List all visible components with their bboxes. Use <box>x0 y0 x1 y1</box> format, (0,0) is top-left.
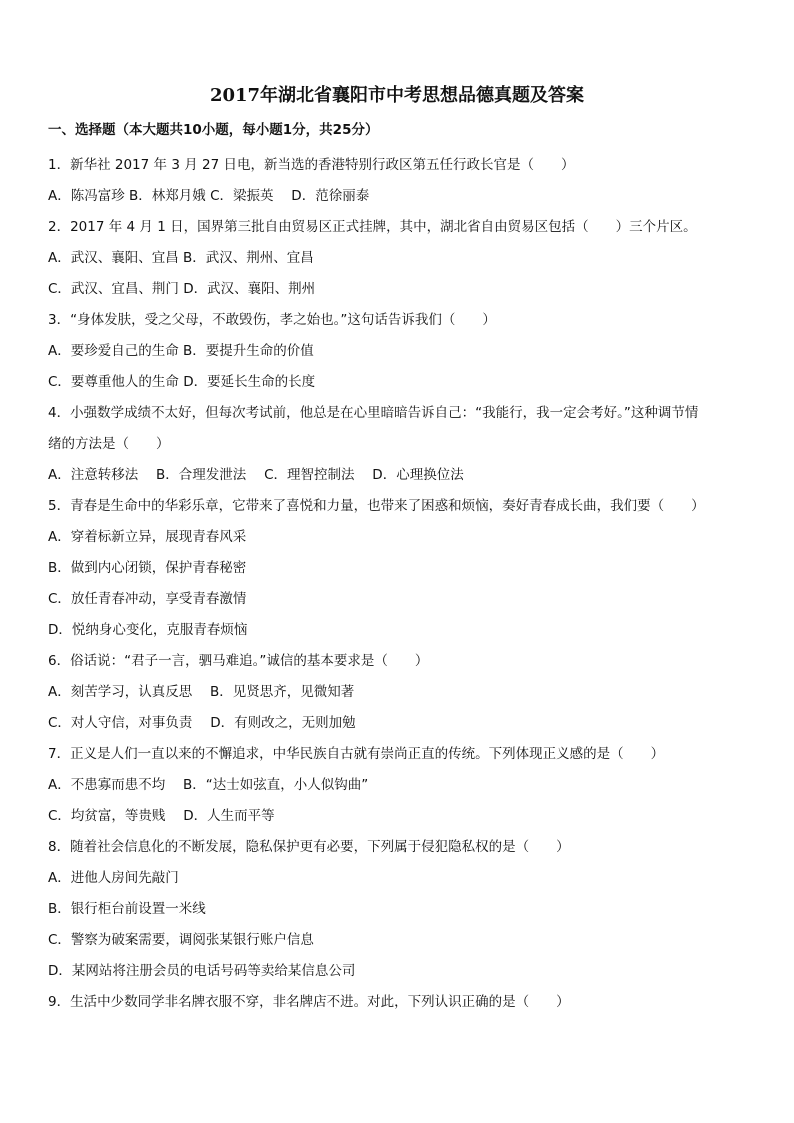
text-line: D．某网站将注册会员的电话号码等卖给某信息公司 <box>48 963 356 979</box>
text-line: A．进他人房间先敲门 <box>48 870 179 886</box>
text-line: 7．正义是人们一直以来的不懈追求，中华民族自古就有崇尚正直的传统。下列体现正义感的是（ ） <box>48 746 665 762</box>
document-title: 2017年湖北省襄阳市中考思想品德真题及答案 <box>209 85 585 106</box>
text-line: A．陈冯富珍 B．林郑月娥 C．梁振英 D．范徐丽泰 <box>48 188 370 204</box>
text-line: A．注意转移法 B．合理发泄法 C．理智控制法 D．心理换位法 <box>48 467 464 483</box>
text-line: A．不患寡而患不均 B．“达士如弦直，小人似钩曲” <box>48 777 369 793</box>
text-line: C．警察为破案需要，调阅张某银行账户信息 <box>48 932 314 948</box>
text-line: C．要尊重他人的生命 D．要延长生命的长度 <box>48 374 316 390</box>
text-line: C．对人守信，对事负责 D．有则改之，无则加勉 <box>48 715 356 731</box>
text-line: 1．新华社 2017 年 3 月 27 日电，新当选的香港特别行政区第五任行政长官是（ ） <box>48 157 575 173</box>
text-line: 9．生活中少数同学非名牌衣服不穿，非名牌店不进。对此，下列认识正确的是（ ） <box>48 994 570 1010</box>
text-line: 8．随着社会信息化的不断发展，隐私保护更有必要，下列属于侵犯隐私权的是（ ） <box>48 839 570 855</box>
text-line: A．要珍爱自己的生命 B．要提升生命的价值 <box>48 343 314 359</box>
text-line: B．做到内心闭锁，保护青春秘密 <box>48 560 247 576</box>
question-list <box>48 150 748 1018</box>
text-line: C．放任青春冲动，享受青春激情 <box>48 591 247 607</box>
text-line: 绪的方法是（ ） <box>48 436 170 452</box>
text-line: 6．俗话说：“君子一言，驷马难追。”诚信的基本要求是（ ） <box>48 653 429 669</box>
text-line: A．刻苦学习，认真反思 B．见贤思齐，见微知著 <box>48 684 355 700</box>
section-heading: 一、选择题（本大题共10小题，每小题1分，共25分） <box>48 122 379 138</box>
text-line: A．穿着标新立异，展现青春风采 <box>48 529 247 545</box>
text-line: B．银行柜台前设置一米线 <box>48 901 206 917</box>
text-line: 3．“身体发肤，受之父母，不敢毁伤，孝之始也。”这句话告诉我们（ ） <box>48 312 496 328</box>
text-line: A．武汉、襄阳、宜昌 B．武汉、荆州、宜昌 <box>48 250 314 266</box>
text-line: 2．2017 年 4 月 1 日，国界第三批自由贸易区正式挂牌，其中，湖北省自由贸易区包括（ ）三个片区。 <box>48 219 697 235</box>
text-line: C．均贫富，等贵贱 D．人生而平等 <box>48 808 275 824</box>
text-line: 4．小强数学成绩不太好，但每次考试前，他总是在心里暗暗告诉自己：“我能行，我一定会考好。”这种调节情 <box>48 405 699 421</box>
text-line: D．悦纳身心变化，克服青春烦恼 <box>48 622 248 638</box>
text-line: C．武汉、宜昌、荆门 D．武汉、襄阳、荆州 <box>48 281 316 297</box>
text-line: 5．青春是生命中的华彩乐章，它带来了喜悦和力量，也带来了困惑和烦恼，奏好青春成长曲，我们要（ ） <box>48 498 705 514</box>
